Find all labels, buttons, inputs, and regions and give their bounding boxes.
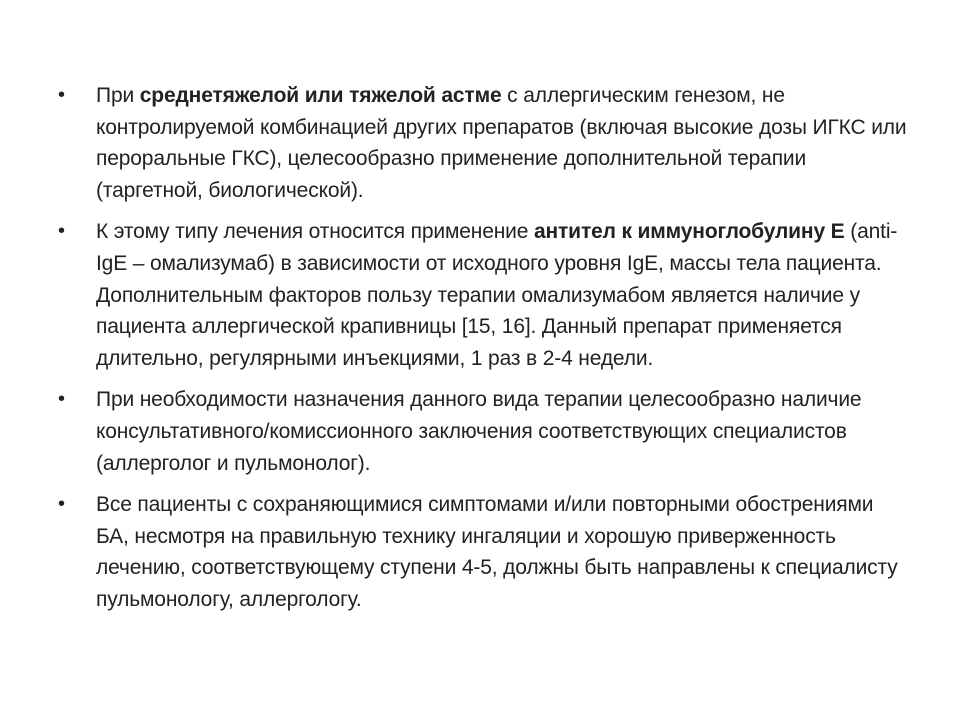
text-segment: При необходимости назначения данного вида терапии целесообразно наличие консультативного/комиссионного заключения соответствующих специалистов (аллерголог и пульмонолог). [96,388,862,475]
text-segment: К этому типу лечения относится применение [96,220,534,244]
bullet-dot-icon: • [58,84,65,106]
bullet-item [58,384,908,479]
bold-text-segment: среднетяжелой или тяжелой астме [139,84,502,107]
bullet-item [58,216,908,374]
bullet-item [58,80,908,206]
text-segment: с аллергическим генезом, не контролируемой комбинацией других препаратов (включая высокие дозы ИГКС или пероральные ГКС), целесообразно применение дополнительной терапии (таргетной, биологической). [96,84,907,202]
text-segment: (anti-IgE – омализумаб) в зависимости от исходного уровня IgE, массы тела пациента. Дополнительным факторов пользу терапии омализумабом является наличие у пациента аллергической крапивницы [15, 16]. Данный препарат применяется длительно, регулярными инъекциями, 1 раз в 2-4 недели. [96,220,898,370]
bullet-list [58,80,908,626]
bullet-dot-icon: • [58,388,65,411]
bullet-dot-icon: • [58,493,65,516]
bullet-text [96,388,861,474]
bullet-dot-icon: • [58,220,65,243]
bullet-text [96,84,906,202]
text-segment: Все пациенты с сохраняющимися симптомами и/или повторными обострениями БА, несмотря на правильную технику ингаляции и хорошую приверженность лечению, соответствующему ступени 4-5, должны быть направлены к специалисту пульмонологу, аллергологу. [96,493,898,611]
bullet-text [96,493,898,611]
bold-text-segment: антител к иммуноглобулину Е [533,220,845,244]
text-segment: При [96,84,140,107]
bullet-item [58,489,908,615]
bullet-text [96,220,897,369]
